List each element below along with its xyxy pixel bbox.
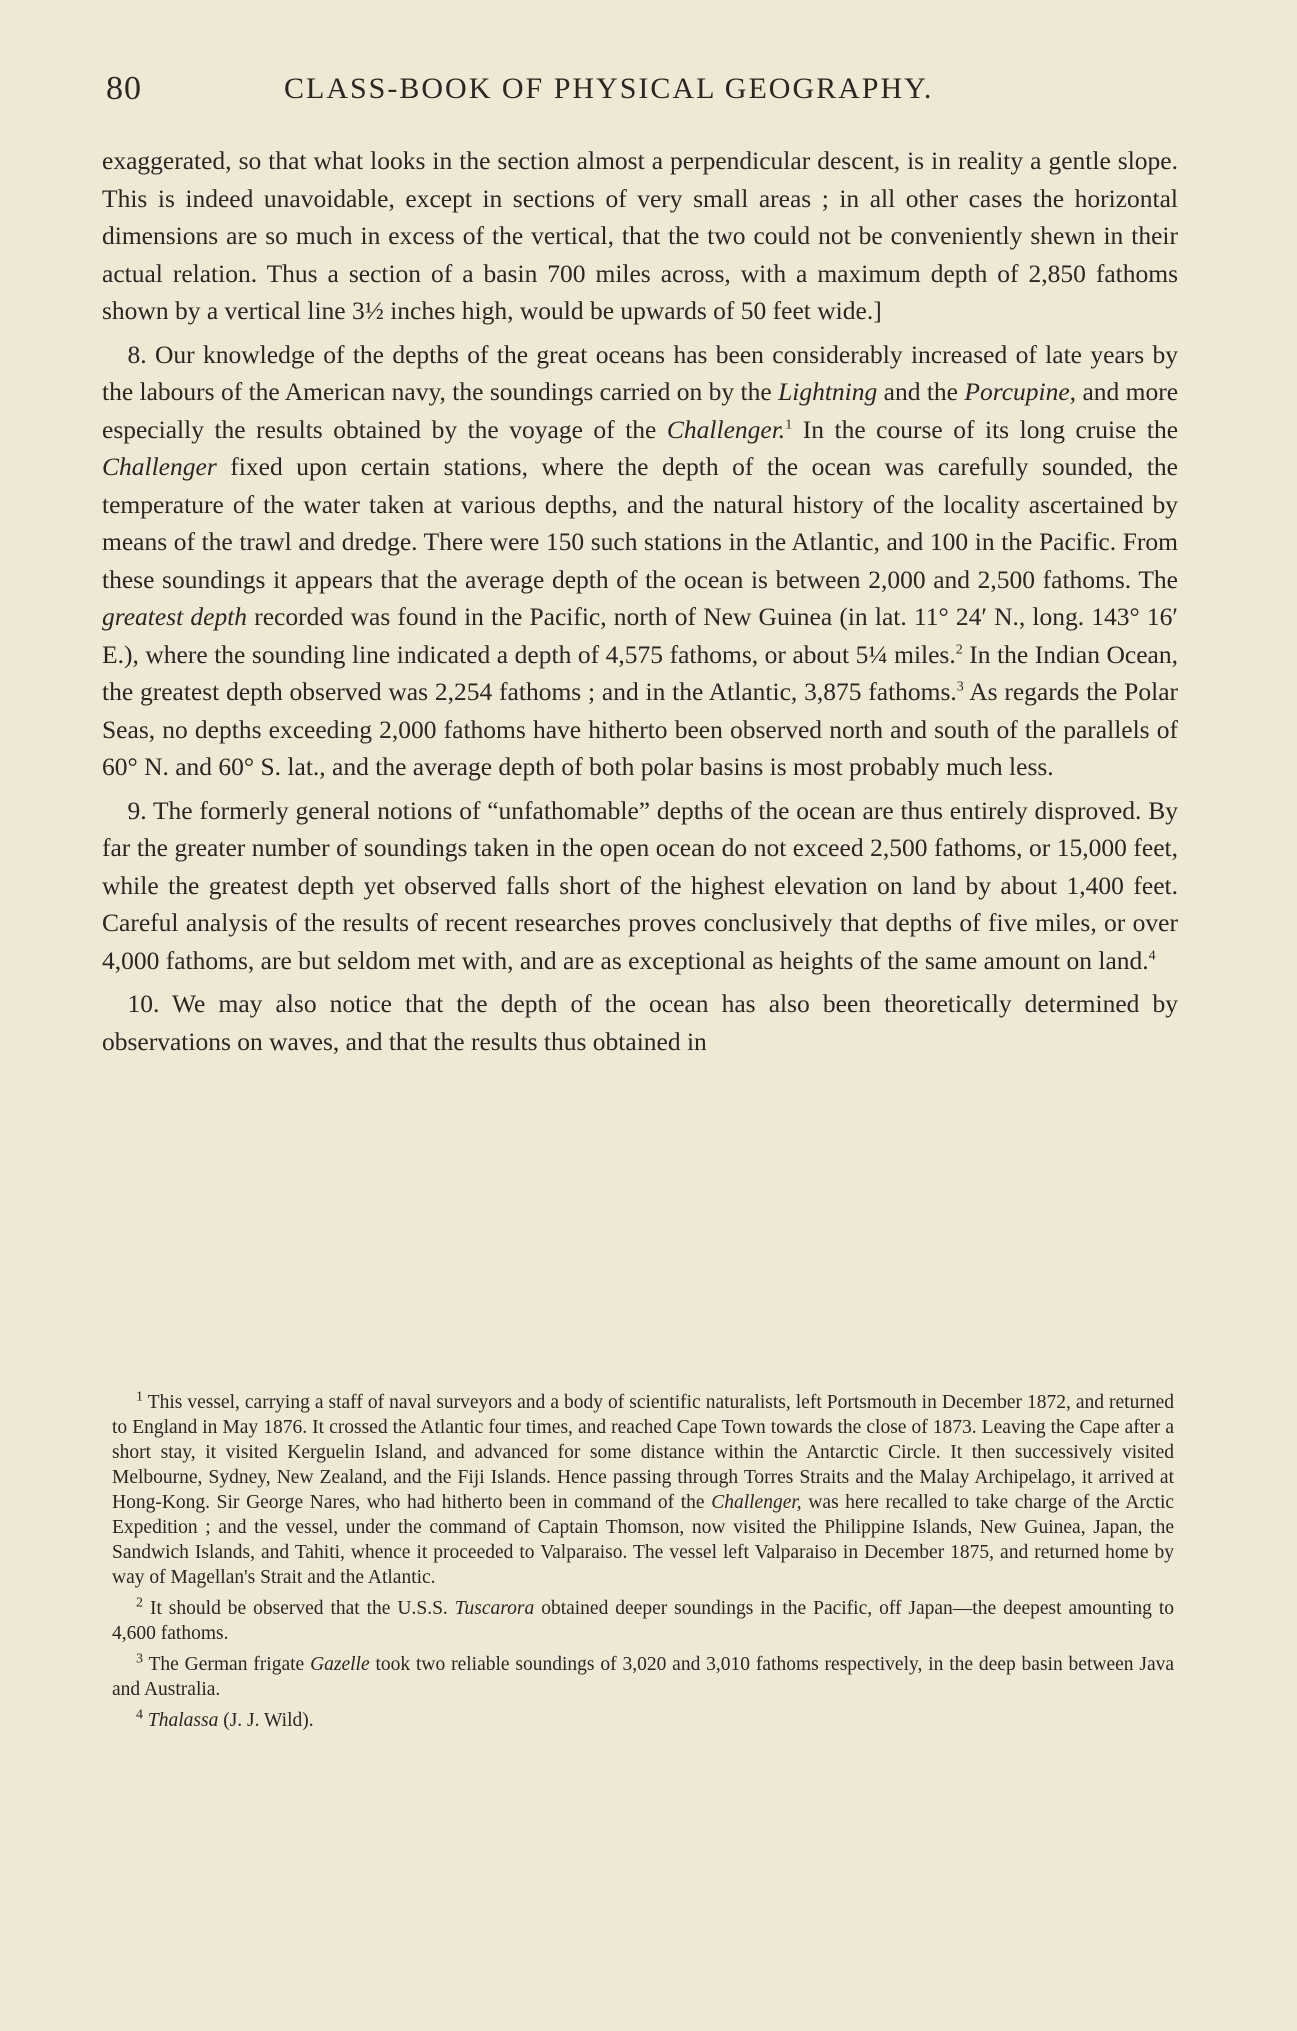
footnote-ref: 2 [955, 642, 963, 657]
paragraph-10: 10. We may also notice that the depth of the ocean has also been theoretically determined by observations on waves, and that the results thus obtained in [102, 989, 1178, 1056]
footnote-2: $^2$ It should be observed that the U.S.S. Tuscarora obtained deeper soundings in the Pacific, off Japan—the deepest amounting to 4,600 fathoms. [112, 1595, 1175, 1644]
footnote-ref: 3 [956, 679, 964, 695]
page-header [106, 64, 1206, 124]
running-title: CLASS-BOOK OF PHYSICAL GEOGRAPHY. [284, 72, 934, 105]
paragraph-number: 9. [127, 795, 147, 825]
ship-name: Challenger. [666, 414, 786, 444]
footnote-ref: 4 [1148, 948, 1156, 963]
ship-name: Lightning [778, 377, 878, 406]
paragraph-8: 8. Our knowledge of the depths of the great oceans has been considerably increased of late years by the labours of the American navy, the soundings carried on by the Lightning and the Porcupine, and more especially the results obtained by the voyage of the Challenger.$^1$ In the course of its long cruise the Challenger fixed upon certain stations, where the depth of the ocean was carefully sounded, the temperature of the water taken at various depths, and the natural history of the locality ascertained by means of the trawl and dredge. There were 150 such stations in the Atlantic, and 100 in the Pacific. From these soundings it appears that the average depth of the ocean is between 2,000 and 2,500 fathoms. The greatest depth recorded was found in the Pacific, north of New Guinea (in lat. 11° 24′ N., long. 143° 16′ E.), where the sounding line indicated a depth of 4,575 fathoms, or about 5¼ miles.$^2$ In the Indian Ocean, the greatest depth observed was 2,254 fathoms ; and in the Atlantic, 3,875 fathoms.$^3$ As regards the Polar Seas, no depths exceeding 2,000 fathoms have hitherto been observed north and south of the parallels of 60° N. and 60° S. lat., and the average depth of both polar basins is most probably much less. [102, 339, 1179, 781]
footnote-1: $^1$ This vessel, carrying a staff of naval surveyors and a body of scientific naturalists, left Portsmouth in December 1872, and returned to England in May 1876. It crossed the Atlantic four times, and reached Cape Town towards the close of 1873. Leaving the Cape after a short stay, it visited Kerguelin Island, and advanced for some distance within the Antarctic Circle. It then successively visited Melbourne, Sydney, New Zealand, and the Fiji Islands. Hence passing through Torres Straits and the Malay Archipelago, it arrived at Hong-Kong. Sir George Nares, who had hitherto been in command of the Challenger, was here recalled to take charge of the Arctic Expedition ; and the vessel, under the command of Captain Thomson, now visited the Philippine Islands, New Guinea, Japan, the Sandwich Islands, and Tahiti, whence it proceeded to Valparaiso. The vessel left Valparaiso in December 1875, and returned home by way of Magellan's Strait and the Atlantic. [112, 1389, 1175, 1588]
ship-name: Porcupine, [964, 377, 1077, 406]
footnote-4: $^4$ Thalassa (J. J. Wild). [136, 1707, 314, 1731]
footnote-ref: 1 [785, 417, 793, 432]
paragraph-number: 8. [127, 339, 147, 369]
paragraph-9: 9. The formerly general notions of “unfathomable” depths of the ocean are thus entirely disproved. By far the greater number of soundings taken in the open ocean do not exceed 2,500 fathoms, or 15,000 feet, while the greatest depth yet observed falls short of the highest elevation on land by about 1,400 feet. Careful analysis of the results of recent researches proves conclusively that depths of five miles, or over 4,000 fathoms, are but seldom met with, and are as exceptional as heights of the same amount on land.$^4$ [102, 795, 1178, 975]
footnotes [112, 1390, 1174, 1739]
footnote-3: $^3$ The German frigate Gazelle took two reliable soundings of 3,020 and 3,010 fathoms respectively, in the deep basin between Java and Australia. [112, 1651, 1175, 1700]
paragraph-intro: exaggerated, so that what looks in the section almost a perpendicular descent, is in reality a gentle slope. This is indeed unavoidable, except in sections of very small areas ; in all other cases the horizontal dimensions are so much in excess of the vertical, that the two could not be conveniently shewn in their actual relation. Thus a section of a basin 700 miles across, with a maximum depth of 2,850 fathoms shown by a vertical line 3½ inches high, would be upwards of 50 feet wide.] [102, 146, 1178, 325]
page-number: 80 [106, 70, 142, 107]
paragraph-number: 10. [127, 989, 160, 1018]
main-text [102, 142, 1178, 1066]
ship-name: Challenger [102, 452, 217, 481]
emphasis: greatest depth [102, 602, 248, 631]
